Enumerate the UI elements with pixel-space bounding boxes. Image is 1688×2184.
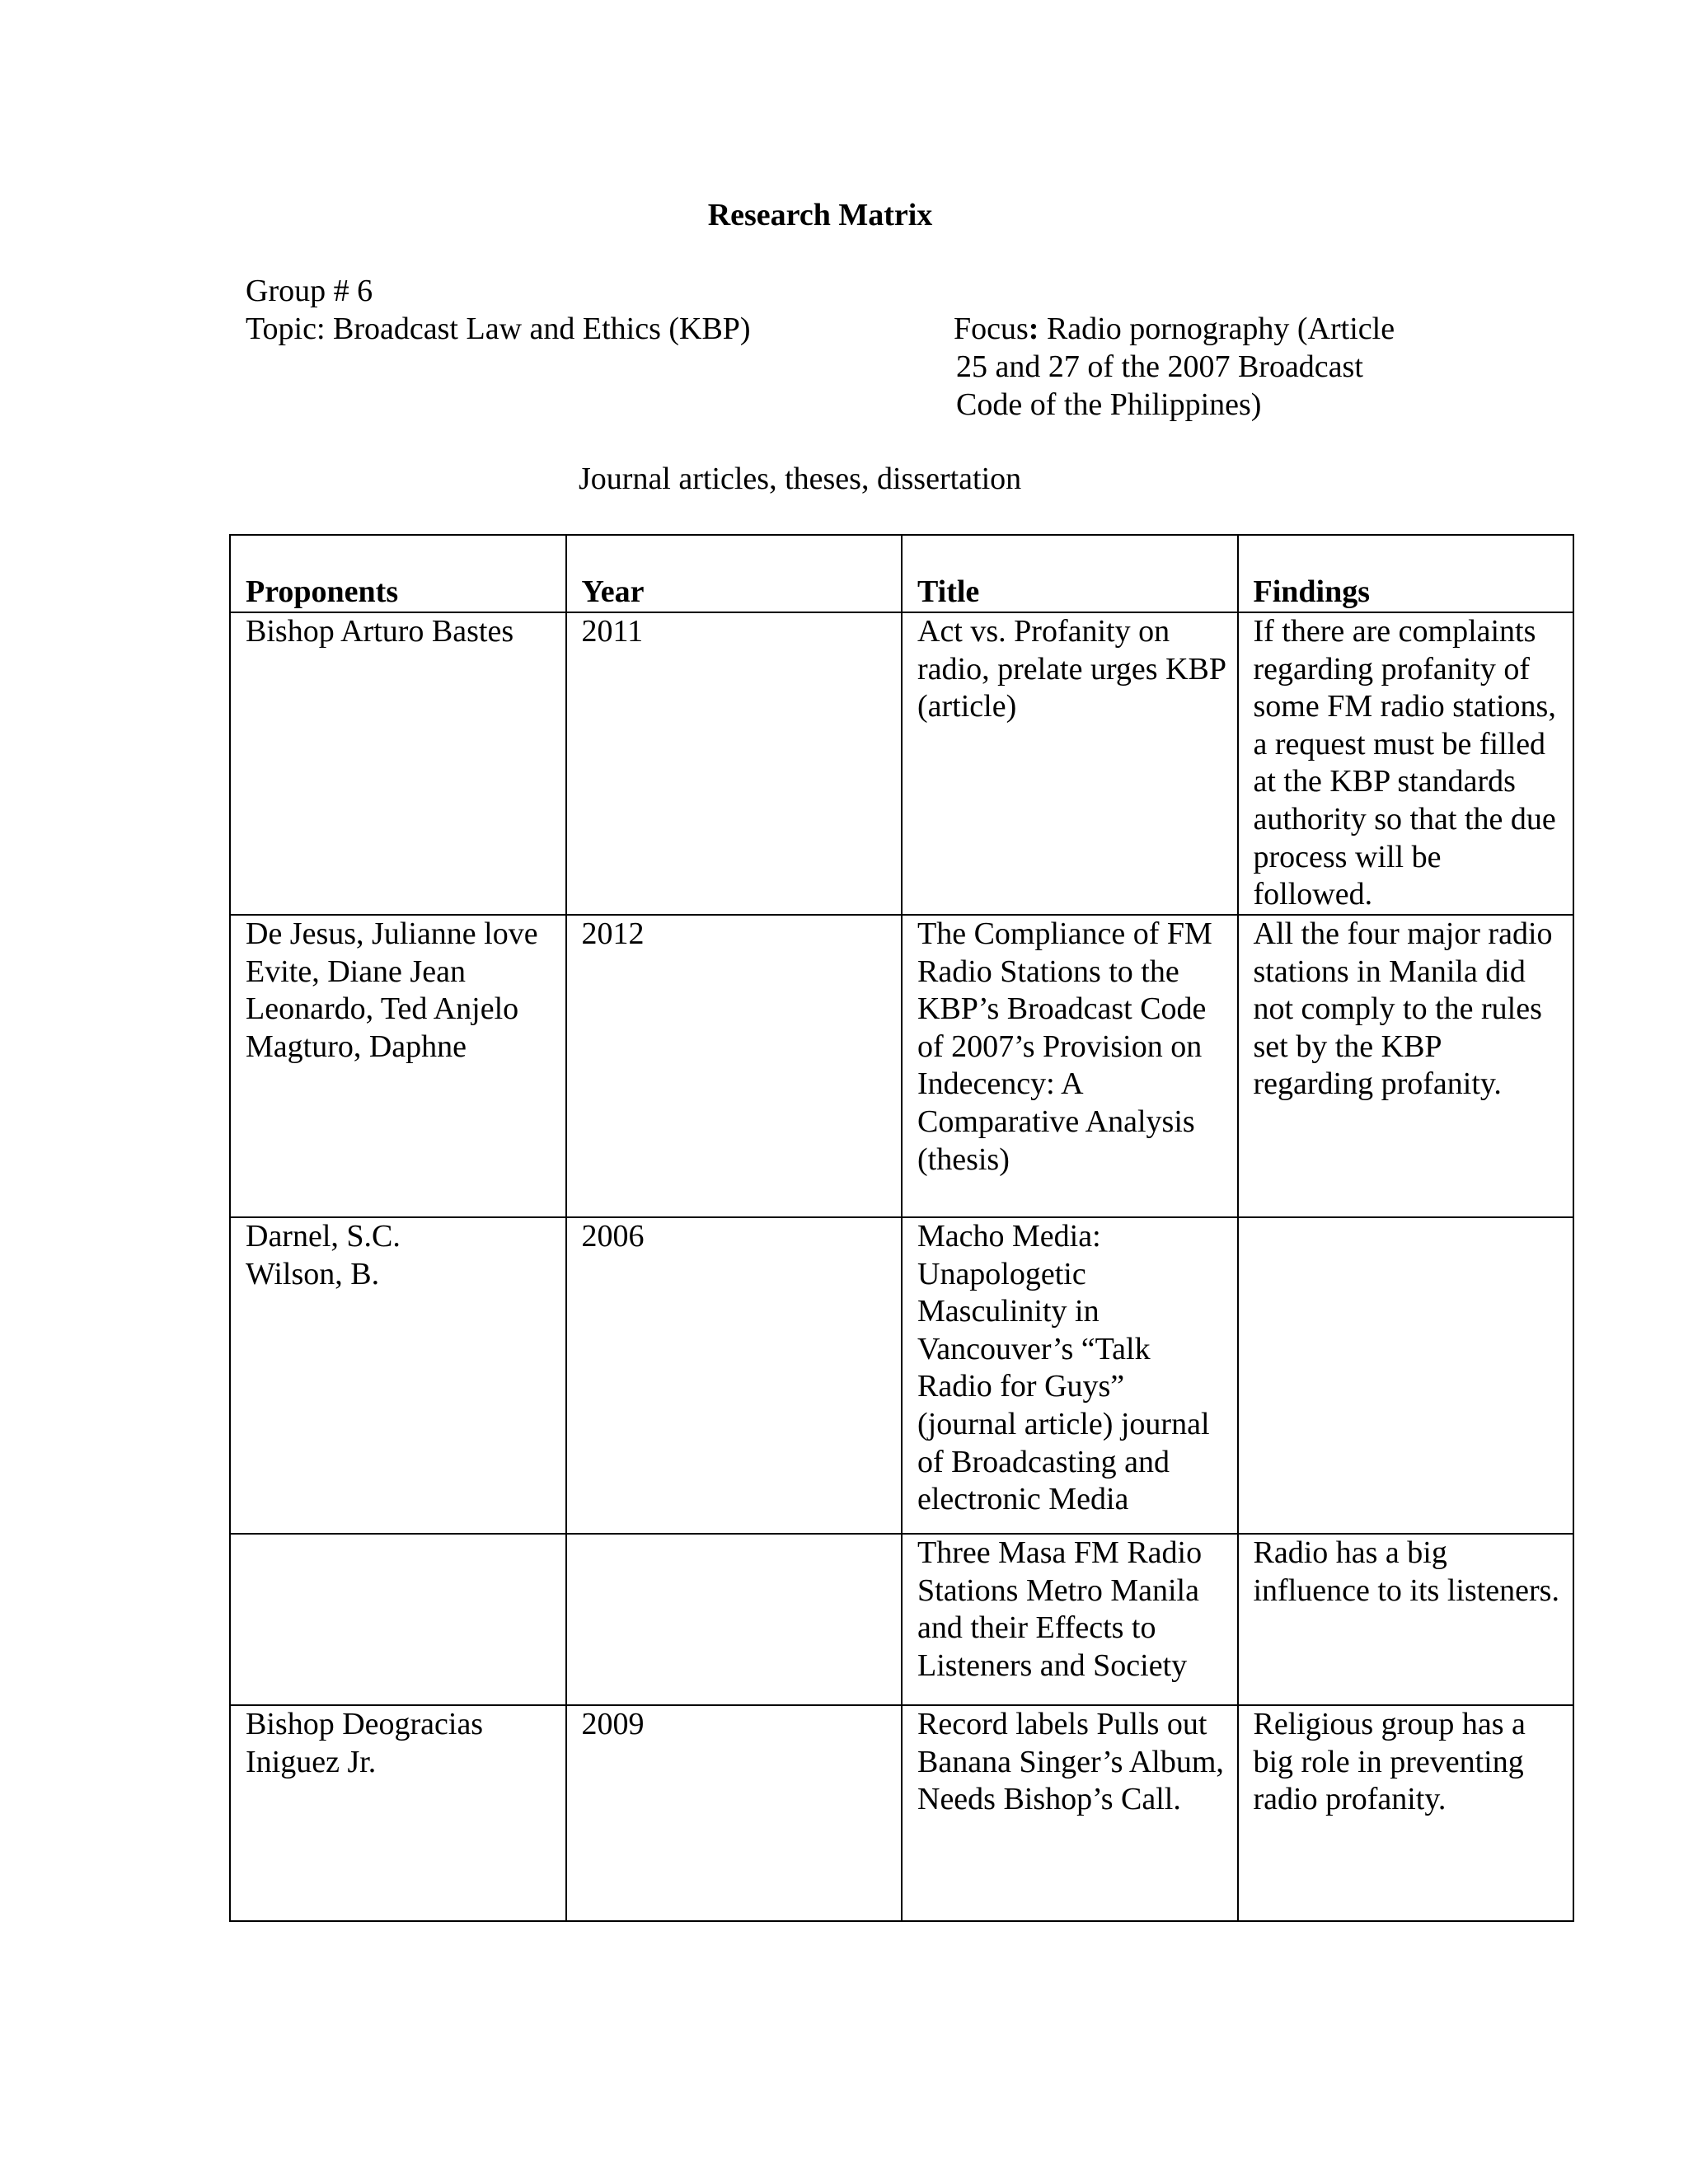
focus-first-line bbox=[954, 310, 1448, 348]
cell-findings bbox=[1238, 1217, 1574, 1534]
cell-year: 2006 bbox=[566, 1217, 903, 1534]
table-header-row bbox=[230, 535, 1573, 612]
table-row bbox=[230, 1705, 1573, 1921]
cell-year: 2009 bbox=[566, 1705, 903, 1921]
focus-block bbox=[954, 310, 1448, 424]
focus-label-text: Focus bbox=[954, 312, 1029, 346]
proponent-name: Wilson, B. bbox=[246, 1256, 380, 1291]
table-row bbox=[230, 915, 1573, 1217]
cell-findings: If there are complaints regarding profanity of some FM radio stations, a request must be filled at the KBP standards authority so that the due process will be followed. bbox=[1238, 612, 1574, 915]
cell-title: Three Masa FM Radio Stations Metro Manila and their Effects to Listeners and Society bbox=[902, 1534, 1238, 1705]
proponent-name: De Jesus, Julianne love bbox=[246, 916, 538, 951]
header-proponents: Proponents bbox=[230, 535, 566, 612]
page-title: Research Matrix bbox=[707, 198, 933, 232]
focus-label bbox=[954, 312, 1039, 346]
focus-text-line1: Radio pornography (Article bbox=[1039, 312, 1395, 346]
proponent-name: Magturo, Daphne bbox=[246, 1029, 467, 1064]
cell-findings: Radio has a big influence to its listeners. bbox=[1238, 1534, 1574, 1705]
topic-line: Topic: Broadcast Law and Ethics (KBP) bbox=[246, 312, 751, 346]
header-year: Year bbox=[566, 535, 903, 612]
cell-title: Act vs. Profanity on radio, prelate urges KBP (article) bbox=[902, 612, 1238, 915]
table-row bbox=[230, 1534, 1573, 1705]
cell-title: Record labels Pulls out Banana Singer’s Album, Needs Bishop’s Call. bbox=[902, 1705, 1238, 1921]
cell-proponents bbox=[230, 1534, 566, 1705]
focus-text-rest: 25 and 27 of the 2007 Broadcast Code of the Philippines) bbox=[956, 349, 1363, 422]
proponent-name: Bishop Arturo Bastes bbox=[246, 614, 514, 649]
cell-proponents bbox=[230, 915, 566, 1217]
cell-proponents bbox=[230, 1217, 566, 1534]
cell-title: Macho Media: Unapologetic Masculinity in Vancouver’s “Talk Radio for Guys” (journal article) journal of Broadcasting and electronic Media bbox=[902, 1217, 1238, 1534]
section-subheading: Journal articles, theses, dissertation bbox=[579, 462, 1022, 496]
cell-findings: All the four major radio stations in Manila did not comply to the rules set by the KBP regarding profanity. bbox=[1238, 915, 1574, 1217]
cell-title: The Compliance of FM Radio Stations to the KBP’s Broadcast Code of 2007’s Provision on Indecency: A Comparative Analysis (thesis) bbox=[902, 915, 1238, 1217]
table-row bbox=[230, 1217, 1573, 1534]
group-number: Group # 6 bbox=[246, 274, 373, 308]
header-title: Title bbox=[902, 535, 1238, 612]
cell-year bbox=[566, 1534, 903, 1705]
proponent-name: Bishop Deogracias bbox=[246, 1707, 484, 1741]
cell-year: 2012 bbox=[566, 915, 903, 1217]
proponent-name: Evite, Diane Jean bbox=[246, 954, 466, 989]
proponent-name: Leonardo, Ted Anjelo bbox=[246, 991, 519, 1027]
cell-year: 2011 bbox=[566, 612, 903, 915]
cell-proponents bbox=[230, 1705, 566, 1921]
research-matrix-table bbox=[229, 534, 1574, 1922]
header-findings: Findings bbox=[1238, 535, 1574, 612]
proponent-name: Iniguez Jr. bbox=[246, 1744, 377, 1779]
cell-proponents bbox=[230, 612, 566, 915]
proponent-name: Darnel, S.C. bbox=[246, 1219, 401, 1254]
table-row bbox=[230, 612, 1573, 915]
cell-findings: Religious group has a big role in preventing radio profanity. bbox=[1238, 1705, 1574, 1921]
focus-colon: : bbox=[1028, 312, 1039, 346]
